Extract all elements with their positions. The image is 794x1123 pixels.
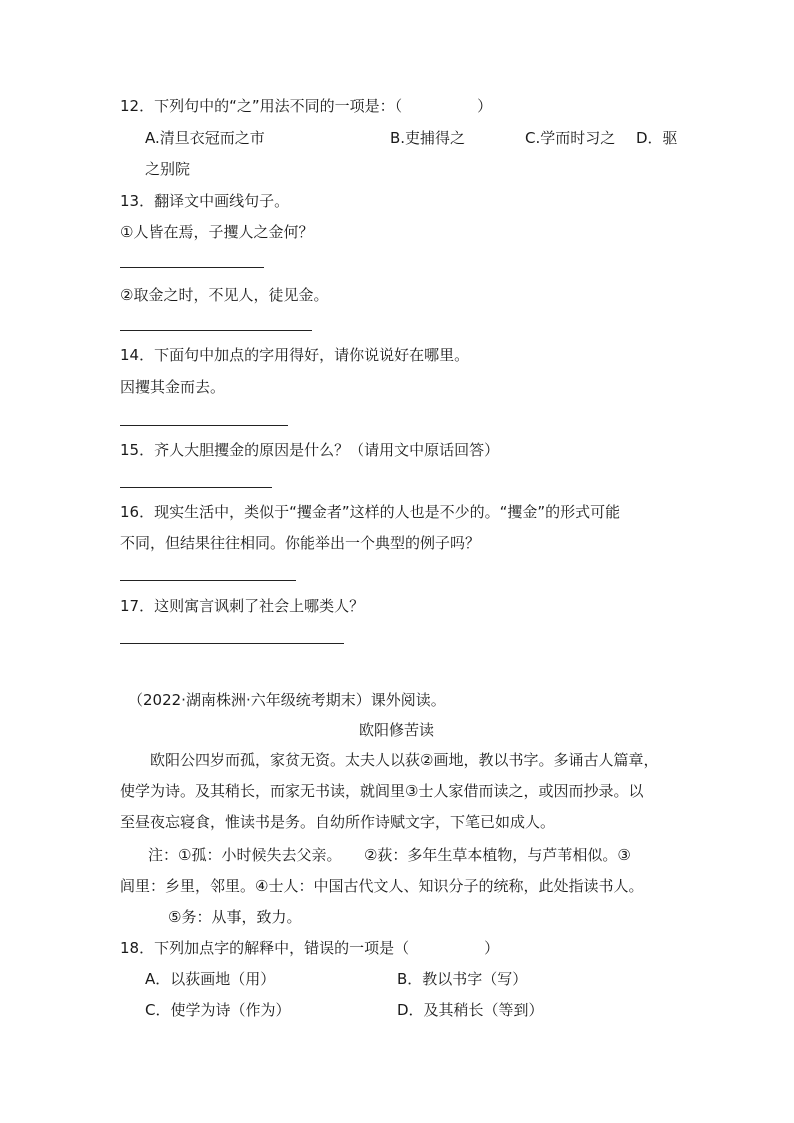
passage-notes-line-3: ⑤务：从事，致力。 [168,908,302,926]
q12-option-a: A.清旦衣冠而之市 [145,129,265,147]
q12-stem: 12．下列句中的“之”用法不同的一项是：（ ） [120,97,493,115]
q12-option-d-continued: 之别院 [145,160,191,178]
q18-option-a: A．以荻画地（用） [145,970,276,988]
q12-option-d: D．驱 [636,129,678,147]
q18-option-c: C．使学为诗（作为） [145,1001,291,1019]
passage-notes-line-1: 注：①孤：小时候失去父亲。 ②荻：多年生草本植物，与芦苇相似。③ [148,846,631,864]
q13-stem: 13．翻译文中画线句子。 [120,192,290,210]
passage-notes-line-2: 闾里：乡里，邻里。④士人：中国古代文人、知识分子的统称，此处指读书人。 [120,877,644,895]
q16-line-1: 16．现实生活中，类似于“攫金者”这样的人也是不少的。“攫金”的形式可能 [120,503,621,521]
q16-line-2: 不同，但结果往往相同。你能举出一个典型的例子吗？ [120,534,481,552]
q12-option-c: C.学而时习之 [525,129,616,147]
q17-stem: 17．这则寓言讽刺了社会上哪类人？ [120,597,365,615]
q14-sentence: 因攫其金而去。 [120,378,226,396]
q13-answer-line-2 [120,330,312,331]
q16-answer-line [120,580,296,581]
q12-option-b: B.吏捕得之 [390,129,466,147]
q14-stem: 14．下面句中加点的字用得好，请你说说好在哪里。 [120,346,470,364]
passage-paragraph-line-2: 使学为诗。及其稍长，而家无书读，就闾里③士人家借而读之，或因而抄录。以 [120,782,644,800]
q15-stem: 15．齐人大胆攫金的原因是什么？（请用文中原话回答） [120,441,500,459]
q18-stem: 18．下列加点字的解释中，错误的一项是（ ） [120,939,500,957]
q17-answer-line [120,643,344,644]
passage-paragraph-line-1: 欧阳公四岁而孤，家贫无资。太夫人以荻②画地，教以书字。多诵古人篇章， [150,751,659,769]
q15-answer-line [120,487,272,488]
passage-source: （2022·湖南株洲·六年级统考期末）课外阅读。 [128,691,446,709]
passage-title: 欧阳修苦读 [359,721,435,739]
q13-answer-line-1 [120,267,264,268]
q13-sentence-1: ①人皆在焉，子攫人之金何？ [120,223,314,241]
q13-sentence-2: ②取金之时，不见人，徒见金。 [120,286,329,304]
q18-option-b: B．教以书字（写） [397,970,528,988]
q18-option-d: D．及其稍长（等到） [397,1001,544,1019]
passage-paragraph-line-3: 至昼夜忘寝食，惟读书是务。自幼所作诗赋文字，下笔已如成人。 [120,813,556,831]
q14-answer-line [120,425,288,426]
